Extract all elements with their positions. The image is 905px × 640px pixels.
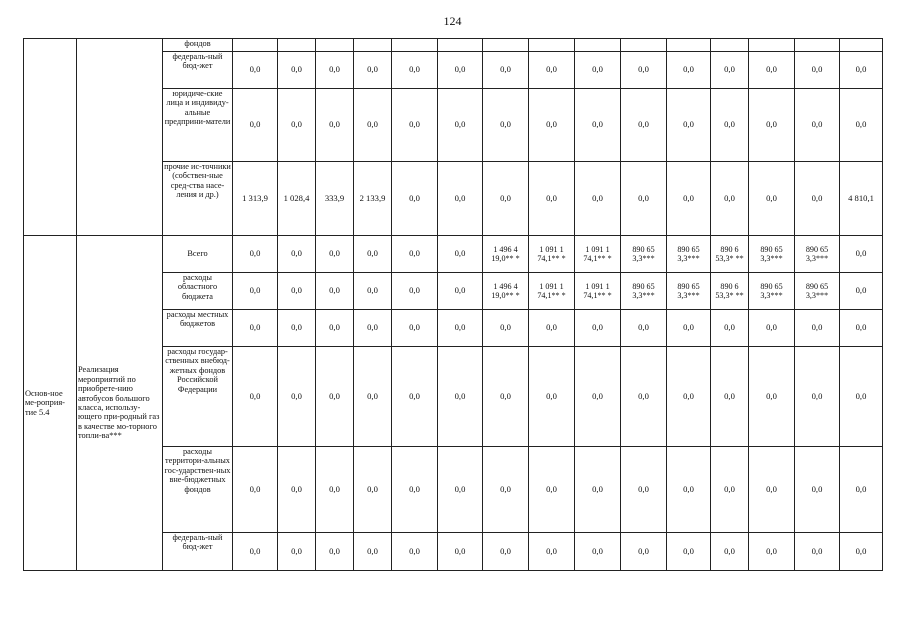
value-cell: 0,0 <box>749 52 795 89</box>
value-cell: 0,0 <box>483 89 529 162</box>
page-number: 124 <box>443 14 462 28</box>
value-cell <box>795 39 840 52</box>
value-cell: 0,0 <box>392 162 438 236</box>
value-cell: 890 6 53,3* ** <box>711 236 749 273</box>
value-cell: 1 091 1 74,1** * <box>529 236 575 273</box>
measure-title-cell <box>77 39 163 236</box>
source-label: фондов <box>163 39 233 52</box>
value-cell: 890 65 3,3*** <box>621 273 667 310</box>
value-cell: 0,0 <box>392 447 438 533</box>
value-cell: 0,0 <box>840 236 883 273</box>
value-cell: 0,0 <box>529 52 575 89</box>
value-cell: 0,0 <box>840 447 883 533</box>
source-label: Всего <box>163 236 233 273</box>
value-cell: 0,0 <box>621 447 667 533</box>
value-cell: 0,0 <box>316 533 354 571</box>
value-cell: 333,9 <box>316 162 354 236</box>
value-cell: 0,0 <box>749 447 795 533</box>
value-cell: 0,0 <box>233 52 278 89</box>
value-cell: 0,0 <box>749 347 795 447</box>
value-cell: 0,0 <box>316 52 354 89</box>
value-cell: 0,0 <box>667 447 711 533</box>
value-cell: 0,0 <box>278 52 316 89</box>
value-cell: 0,0 <box>438 236 483 273</box>
value-cell <box>316 39 354 52</box>
value-cell: 0,0 <box>667 310 711 347</box>
table-row <box>24 39 883 52</box>
value-cell: 0,0 <box>795 89 840 162</box>
value-cell: 0,0 <box>575 162 621 236</box>
value-cell: 0,0 <box>749 533 795 571</box>
value-cell: 0,0 <box>621 533 667 571</box>
value-cell: 0,0 <box>529 89 575 162</box>
source-label: расходы областного бюджета <box>163 273 233 310</box>
value-cell: 0,0 <box>529 447 575 533</box>
value-cell: 0,0 <box>278 533 316 571</box>
budget-table <box>23 38 883 571</box>
value-cell: 890 65 3,3*** <box>667 236 711 273</box>
value-cell: 0,0 <box>575 533 621 571</box>
value-cell: 0,0 <box>575 447 621 533</box>
value-cell: 0,0 <box>795 447 840 533</box>
value-cell: 0,0 <box>529 310 575 347</box>
value-cell: 0,0 <box>711 347 749 447</box>
value-cell: 0,0 <box>795 162 840 236</box>
measure-code: Основ-ное ме-роприя-тие 5.4 <box>24 236 77 571</box>
value-cell: 0,0 <box>575 347 621 447</box>
value-cell: 0,0 <box>711 533 749 571</box>
value-cell <box>840 39 883 52</box>
value-cell: 0,0 <box>278 89 316 162</box>
value-cell: 0,0 <box>354 236 392 273</box>
value-cell: 0,0 <box>316 310 354 347</box>
table-row <box>24 236 883 273</box>
value-cell <box>711 39 749 52</box>
source-label: расходы государ-ственных внебюд-жетных фондов Российской Федерации <box>163 347 233 447</box>
value-cell: 0,0 <box>438 447 483 533</box>
value-cell: 0,0 <box>711 162 749 236</box>
value-cell: 0,0 <box>233 310 278 347</box>
value-cell: 0,0 <box>840 347 883 447</box>
value-cell: 4 810,1 <box>840 162 883 236</box>
value-cell: 0,0 <box>354 310 392 347</box>
value-cell: 0,0 <box>483 533 529 571</box>
value-cell: 0,0 <box>575 310 621 347</box>
value-cell <box>575 39 621 52</box>
value-cell <box>529 39 575 52</box>
value-cell: 0,0 <box>575 52 621 89</box>
value-cell: 0,0 <box>316 447 354 533</box>
value-cell: 1 028,4 <box>278 162 316 236</box>
value-cell: 0,0 <box>575 89 621 162</box>
value-cell: 0,0 <box>233 89 278 162</box>
value-cell <box>392 39 438 52</box>
source-label: расходы местных бюджетов <box>163 310 233 347</box>
value-cell: 0,0 <box>667 162 711 236</box>
value-cell: 890 65 3,3*** <box>667 273 711 310</box>
value-cell: 0,0 <box>438 310 483 347</box>
value-cell: 0,0 <box>278 447 316 533</box>
value-cell: 0,0 <box>621 89 667 162</box>
value-cell: 0,0 <box>233 447 278 533</box>
value-cell: 1 313,9 <box>233 162 278 236</box>
value-cell: 0,0 <box>621 52 667 89</box>
value-cell <box>233 39 278 52</box>
value-cell: 0,0 <box>392 89 438 162</box>
value-cell: 0,0 <box>392 347 438 447</box>
value-cell: 0,0 <box>667 347 711 447</box>
value-cell: 0,0 <box>667 533 711 571</box>
value-cell: 0,0 <box>392 533 438 571</box>
value-cell: 0,0 <box>667 52 711 89</box>
value-cell <box>438 39 483 52</box>
measure-code-cell <box>24 39 77 236</box>
value-cell: 0,0 <box>840 89 883 162</box>
value-cell <box>483 39 529 52</box>
value-cell: 0,0 <box>278 273 316 310</box>
value-cell: 0,0 <box>795 52 840 89</box>
value-cell: 0,0 <box>749 89 795 162</box>
value-cell: 0,0 <box>529 533 575 571</box>
value-cell: 890 65 3,3*** <box>621 236 667 273</box>
value-cell: 0,0 <box>392 310 438 347</box>
value-cell: 0,0 <box>392 236 438 273</box>
value-cell: 890 65 3,3*** <box>749 273 795 310</box>
value-cell: 0,0 <box>438 533 483 571</box>
source-label: федераль-ный бюд-жет <box>163 533 233 571</box>
value-cell: 0,0 <box>354 52 392 89</box>
value-cell: 0,0 <box>483 347 529 447</box>
value-cell: 0,0 <box>278 347 316 447</box>
value-cell: 0,0 <box>483 447 529 533</box>
source-label: прочие ис-точники (собствен-ные сред-ства насе-ления и др.) <box>163 162 233 236</box>
value-cell: 0,0 <box>621 347 667 447</box>
value-cell: 1 496 4 19,0** * <box>483 273 529 310</box>
value-cell: 0,0 <box>233 273 278 310</box>
value-cell <box>278 39 316 52</box>
measure-title: Реализация мероприятий по приобрете-нию автобусов большого класса, использу-ющего при-родный газ в качестве мо-торного топли-ва*** <box>77 236 163 571</box>
value-cell <box>621 39 667 52</box>
value-cell: 0,0 <box>316 89 354 162</box>
value-cell: 0,0 <box>354 447 392 533</box>
value-cell: 0,0 <box>840 273 883 310</box>
value-cell: 0,0 <box>233 533 278 571</box>
value-cell: 0,0 <box>529 162 575 236</box>
value-cell: 1 091 1 74,1** * <box>575 236 621 273</box>
value-cell: 2 133,9 <box>354 162 392 236</box>
value-cell: 0,0 <box>438 273 483 310</box>
value-cell: 0,0 <box>749 162 795 236</box>
value-cell: 0,0 <box>711 447 749 533</box>
source-label: расходы территори-альных гос-ударствен-ных вне-бюджетных фондов <box>163 447 233 533</box>
value-cell: 0,0 <box>711 52 749 89</box>
value-cell: 0,0 <box>392 52 438 89</box>
value-cell: 1 091 1 74,1** * <box>529 273 575 310</box>
value-cell: 0,0 <box>392 273 438 310</box>
value-cell: 0,0 <box>278 310 316 347</box>
source-label: юридиче-ские лица и индивиду-альные предприни-матели <box>163 89 233 162</box>
value-cell: 0,0 <box>483 162 529 236</box>
value-cell: 0,0 <box>621 162 667 236</box>
value-cell: 890 65 3,3*** <box>795 273 840 310</box>
value-cell: 0,0 <box>438 347 483 447</box>
value-cell <box>749 39 795 52</box>
value-cell: 0,0 <box>438 89 483 162</box>
value-cell <box>354 39 392 52</box>
value-cell: 0,0 <box>354 347 392 447</box>
value-cell: 0,0 <box>316 236 354 273</box>
value-cell: 0,0 <box>233 347 278 447</box>
value-cell: 0,0 <box>840 52 883 89</box>
value-cell: 1 496 4 19,0** * <box>483 236 529 273</box>
value-cell: 0,0 <box>795 347 840 447</box>
value-cell: 0,0 <box>795 310 840 347</box>
value-cell: 0,0 <box>354 89 392 162</box>
value-cell: 0,0 <box>529 347 575 447</box>
value-cell: 0,0 <box>483 310 529 347</box>
value-cell: 0,0 <box>438 52 483 89</box>
value-cell: 0,0 <box>316 273 354 310</box>
value-cell: 0,0 <box>711 310 749 347</box>
value-cell: 0,0 <box>621 310 667 347</box>
value-cell: 0,0 <box>667 89 711 162</box>
value-cell: 0,0 <box>711 89 749 162</box>
value-cell: 0,0 <box>354 273 392 310</box>
value-cell: 0,0 <box>749 310 795 347</box>
value-cell: 0,0 <box>278 236 316 273</box>
value-cell: 890 65 3,3*** <box>749 236 795 273</box>
value-cell: 0,0 <box>840 310 883 347</box>
value-cell <box>667 39 711 52</box>
value-cell: 0,0 <box>438 162 483 236</box>
value-cell: 0,0 <box>795 533 840 571</box>
value-cell: 0,0 <box>233 236 278 273</box>
value-cell: 0,0 <box>354 533 392 571</box>
value-cell: 1 091 1 74,1** * <box>575 273 621 310</box>
value-cell: 0,0 <box>316 347 354 447</box>
value-cell: 890 6 53,3* ** <box>711 273 749 310</box>
source-label: федераль-ный бюд-жет <box>163 52 233 89</box>
value-cell: 0,0 <box>840 533 883 571</box>
value-cell: 890 65 3,3*** <box>795 236 840 273</box>
value-cell: 0,0 <box>483 52 529 89</box>
